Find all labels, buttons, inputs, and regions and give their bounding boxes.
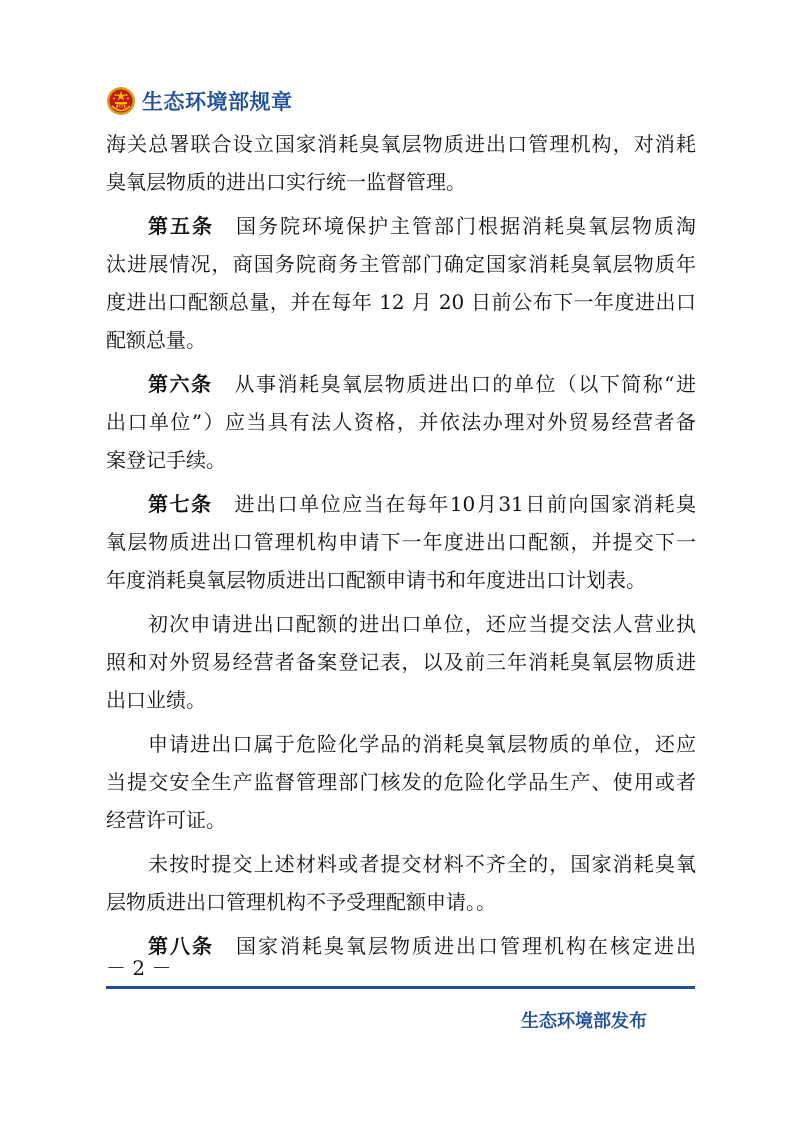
text-line: 海关总署联合设立国家消耗臭氧层物质进出口管理机构，对消耗 bbox=[106, 132, 696, 156]
text-line: 申请进出口属于危险化学品的消耗臭氧层物质的单位，还应 bbox=[148, 732, 696, 756]
text-line: 初次申请进出口配额的进出口单位，还应当提交法人营业执 bbox=[148, 612, 696, 636]
paragraph bbox=[106, 605, 696, 719]
text-segment: 国家消耗臭氧层物质进出口管理机构在核定进出 bbox=[236, 934, 696, 958]
article-number: 第五条 bbox=[148, 214, 214, 238]
national-emblem-icon bbox=[106, 86, 136, 116]
text-line: 经营许可证。 bbox=[106, 808, 226, 832]
text-line: 未按时提交上述材料或者提交材料不齐全的，国家消耗臭氧 bbox=[148, 852, 696, 876]
text-segment: 国务院环境保护主管部门根据消耗臭氧层物质淘 bbox=[236, 214, 696, 238]
article-number: 第七条 bbox=[148, 492, 213, 516]
text-line: 度进出口配额总量，并在每年 12 月 20 日前公布下一年度进出口 bbox=[106, 290, 696, 314]
article-8 bbox=[106, 927, 696, 965]
text-line: 层物质进出口管理机构不予受理配额申请。。 bbox=[106, 890, 496, 914]
text-segment: 从事消耗臭氧层物质进出口的单位（以下简称“进 bbox=[234, 372, 697, 396]
text-line: 出口业绩。 bbox=[106, 688, 206, 712]
text-line bbox=[106, 365, 696, 403]
paragraph bbox=[106, 125, 696, 201]
footer-divider bbox=[106, 986, 695, 989]
article-number: 第六条 bbox=[148, 372, 213, 396]
header-title: 生态环境部规章 bbox=[142, 90, 293, 114]
article-7 bbox=[106, 485, 696, 599]
text-line bbox=[106, 207, 696, 245]
text-line: 配额总量。 bbox=[106, 328, 206, 352]
text-line: 当提交安全生产监督管理部门核发的危险化学品生产、使用或者 bbox=[106, 770, 696, 794]
text-line bbox=[106, 485, 696, 523]
text-line: 臭氧层物质的进出口实行统一监督管理。 bbox=[106, 170, 466, 194]
text-line: 汰进展情况，商国务院商务主管部门确定国家消耗臭氧层物质年 bbox=[106, 252, 696, 276]
text-line: 年度消耗臭氧层物质进出口配额申请书和年度进出口计划表。 bbox=[106, 568, 646, 592]
document-body bbox=[106, 125, 696, 965]
document-header bbox=[106, 84, 293, 118]
text-line: 案登记手续。 bbox=[106, 448, 226, 472]
text-line bbox=[106, 927, 696, 965]
text-line: 氧层物质进出口管理机构申请下一年度进出口配额，并提交下一 bbox=[106, 530, 696, 554]
paragraph bbox=[106, 725, 696, 839]
text-segment: 进出口单位应当在每年10月31日前向国家消耗臭 bbox=[234, 492, 696, 516]
text-line: 出口单位”）应当具有法人资格，并依法办理对外贸易经营者备 bbox=[106, 410, 696, 434]
article-number: 第八条 bbox=[148, 934, 214, 958]
text-line: 照和对外贸易经营者备案登记表，以及前三年消耗臭氧层物质进 bbox=[106, 650, 696, 674]
page-number: － 2 － bbox=[106, 956, 172, 980]
article-5 bbox=[106, 207, 696, 359]
article-6 bbox=[106, 365, 696, 479]
footer-publisher: 生态环境部发布 bbox=[521, 1011, 647, 1032]
paragraph bbox=[106, 845, 696, 921]
